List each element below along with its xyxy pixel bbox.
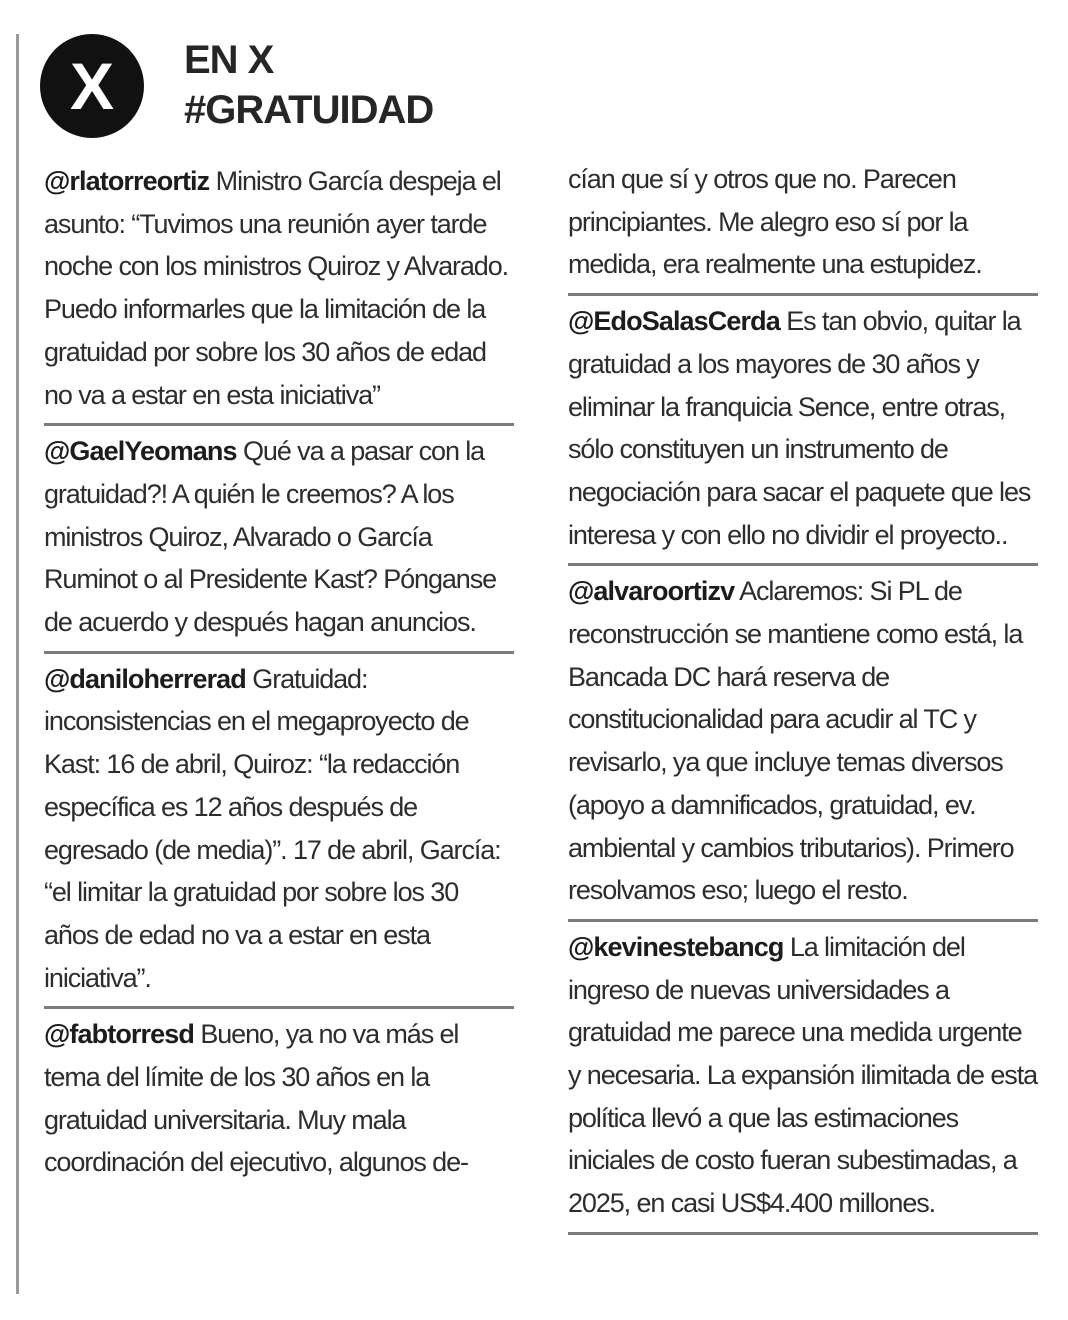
- tweet-text: cían que sí y otros que no. Parecen principiantes. Me alegro eso sí por la medida, era realmente una estupidez.: [568, 164, 982, 280]
- x-logo-icon: [40, 34, 144, 138]
- tweet: [44, 160, 514, 420]
- left-margin-rule: [16, 34, 19, 1294]
- tweet-continuation: [568, 158, 1038, 290]
- tweet-handle[interactable]: @alvaroortizv: [568, 576, 735, 607]
- tweet-text: Aclaremos: Si PL de reconstrucción se mantiene como está, la Bancada DC hará reserva de constitucionalidad para acudir al TC y revisarlo, ya que incluye temas diversos (apoyo a damnificados, gratuidad, ev. ambiental y cambios tributarios). Primero resolvamos eso; luego el resto.: [568, 576, 1023, 906]
- right-column: [568, 158, 1038, 1239]
- tweet: [44, 1013, 514, 1188]
- tweet-text: Gratuidad: inconsistencias en el megaproyecto de Kast: 16 de abril, Quiroz: “la redacción específica es 12 años después de egresado (de media)”. 17 de abril, García: “el limitar la gratuidad por sobre los 30 años de edad no va a estar en esta iniciativa”.: [44, 663, 501, 993]
- divider: [568, 563, 1038, 566]
- tweet-text: Qué va a pasar con la gratuidad?! A quién le creemos? A los ministros Quiroz, Alvarado o García Ruminot o al Presidente Kast? Pónganse de acuerdo y después hagan anuncios.: [44, 436, 497, 638]
- tweet-handle[interactable]: @EdoSalasCerda: [568, 306, 780, 337]
- tweet: [568, 300, 1038, 560]
- tweet-text: La limitación del ingreso de nuevas universidades a gratuidad me parece una medida urgente y necesaria. La expansión ilimitada de esta política llevó a que las estimaciones iniciales de costo fueran subestimadas, a 2025, en casi US$4.400 millones.: [568, 931, 1038, 1219]
- tweet-handle[interactable]: @fabtorresd: [44, 1019, 194, 1050]
- tweet-handle[interactable]: @rlatorreortiz: [44, 166, 210, 196]
- divider: [568, 919, 1038, 922]
- article-header: [40, 34, 540, 154]
- divider: [568, 1232, 1038, 1235]
- tweet: [568, 926, 1038, 1229]
- tweet-text: Ministro García despeja el asunto: “Tuvimos una reunión ayer tarde noche con los ministros Quiroz y Alvarado. Puedo informarles que la limitación de la gratuidad por sobre los 30 años de edad no va a estar en esta iniciativa”: [44, 166, 509, 410]
- tweet-handle[interactable]: @kevinestebancg: [568, 931, 784, 962]
- left-column: [44, 160, 514, 1188]
- tweet-handle[interactable]: @daniloherrerad: [44, 663, 246, 694]
- divider: [44, 423, 514, 426]
- x-logo-letter: X: [69, 49, 115, 123]
- tweet-handle[interactable]: @GaelYeomans: [44, 436, 237, 467]
- divider: [44, 1006, 514, 1009]
- tweet-text: Bueno, ya no va más el tema del límite de los 30 años en la gratuidad universitaria. Muy mala coordinación del ejecutivo, algunos de-: [44, 1019, 468, 1178]
- tweet: [44, 430, 514, 648]
- section-title: EN X: [184, 38, 274, 82]
- tweet: [44, 658, 514, 1004]
- tweet-text: Es tan obvio, quitar la gratuidad a los mayores de 30 años y eliminar la franquicia Sence, entre otras, sólo constituyen un instrumento de negociación para sacar el paquete que les interesa y con ello no dividir el proyecto..: [568, 306, 1031, 550]
- divider: [568, 293, 1038, 296]
- divider: [44, 651, 514, 654]
- hashtag-title: #GRATUIDAD: [184, 88, 434, 132]
- tweet: [568, 570, 1038, 916]
